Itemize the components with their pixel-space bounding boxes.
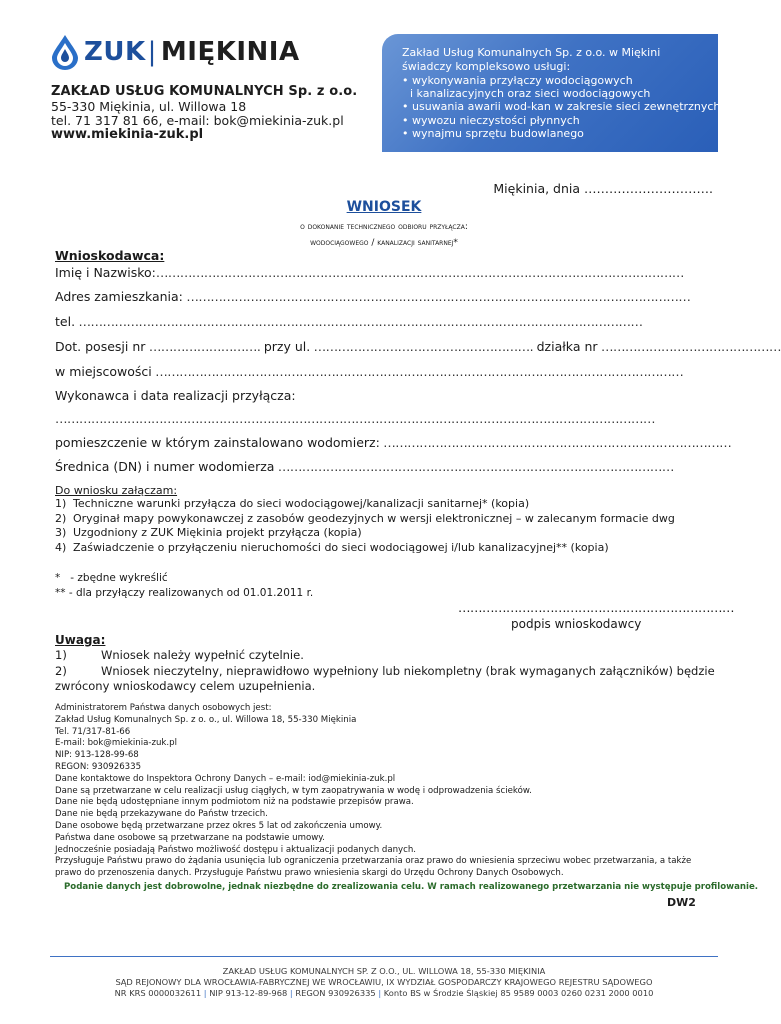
note-text: Wniosek nieczytelny, nieprawidłowo wypełniony lub niekompletny (brak wymaganych załączników) będzie zwrócony wnioskodawcy celem uzupełnienia.	[55, 663, 715, 693]
notes-heading: Uwaga:	[55, 633, 106, 647]
signature-field[interactable]: ……………………………………………………………	[458, 600, 734, 615]
footer-separator: |	[378, 988, 382, 998]
footer-nip: NIP 913-12-89-968	[209, 988, 288, 998]
notes-list	[55, 648, 715, 695]
gdpr-line: Dane nie będą przekazywane do Państw trzecich.	[55, 809, 268, 820]
gdpr-line: Dane osobowe będą przetwarzane przez okres 5 lat od zakończenia umowy.	[55, 820, 383, 831]
services-title-line2: świadczy kompleksowo usługi:	[402, 59, 571, 73]
services-list-item: i kanalizacyjnych oraz sieci wodociągowych	[410, 87, 651, 101]
plot-field-row[interactable]	[55, 339, 781, 355]
street-label: przy ul.	[263, 339, 311, 354]
phone-label: tel.	[55, 314, 76, 329]
contractor-label-row	[55, 388, 635, 404]
attachments-heading: Do wniosku załączam:	[55, 484, 178, 497]
footer-line2: SĄD REJONOWY DLA WROCŁAWIA-FABRYCZNEJ WE WROCŁAWIU, IX WYDZIAŁ GOSPODARCZY KRAJOWEGO REJESTRU SĄDOWEGO	[115, 977, 653, 987]
attachment-number: 2)	[55, 511, 67, 525]
footer-krs: NR KRS 0000032611	[114, 988, 202, 998]
gdpr-final-statement: Podanie danych jest dobrowolne, jednak niezbędne do zrealizowania celu. W ramach realizowanego przetwarzania nie występuje profilowanie.	[64, 882, 759, 892]
form-subtitle-line2: wodociągowego / kanalizacji sanitarnej*	[310, 238, 458, 248]
attachment-item	[55, 526, 675, 541]
fill-in-dots: ………………………………………………………………………………………	[274, 459, 674, 474]
services-list-item: • wywozu nieczystości płynnych	[402, 113, 580, 127]
footer-line1: ZAKŁAD USŁUG KOMUNALNYCH SP. Z O.O., UL. WILLOWA 18, 55-330 MIĘKINIA	[222, 966, 546, 976]
meter-dn-label: Średnica (DN) i numer wodomierza	[55, 459, 275, 474]
name-label: Imię i Nazwisko:	[55, 265, 156, 280]
gdpr-line: Dane są przetwarzane w celu realizacji usług ciągłych, w tym zaopatrywania w wodę i odprowadzenia ścieków.	[55, 785, 532, 796]
footer-divider	[50, 956, 718, 957]
footer-bank-account: Konto BS w Środzie Śląskiej 85 9589 0003 0260 0231 2000 0010	[383, 988, 654, 998]
note-item	[55, 648, 715, 664]
plot-number-label: Dot. posesji nr	[55, 339, 146, 354]
company-website: www.miekinia-zuk.pl	[51, 127, 204, 142]
attachment-number: 4)	[55, 540, 67, 554]
footer-line3	[0, 988, 768, 999]
services-list-item: • wykonywania przyłączy wodociągowych	[402, 74, 633, 87]
logo-part-zuk: ZUK	[84, 37, 146, 67]
attachment-item	[55, 497, 675, 512]
company-logo	[84, 36, 300, 68]
note-item	[55, 664, 715, 695]
services-title-line1: Zakład Usług Komunalnych Sp. z o.o. w Miękini	[402, 46, 661, 59]
meter-room-label: pomieszczenie w którym zainstalowano wodomierz:	[55, 435, 380, 450]
footnote-double-asterisk: ** - dla przyłączy realizowanych od 01.01.2011 r.	[55, 587, 314, 599]
logo-part-miekinia: MIĘKINIA	[160, 37, 300, 67]
place-date-field[interactable]: Miękinia, dnia ………………………….	[493, 181, 713, 196]
fill-in-dots: ……………………………………………………………………………………………………………………	[151, 364, 684, 379]
services-list-item: • usuwania awarii wod-kan w zakresie sieci zewnętrznych	[402, 100, 721, 114]
logo-separator: |	[147, 37, 157, 67]
contractor-label: Wykonawca i data realizacji przyłącza:	[55, 388, 296, 403]
gdpr-line: E-mail: bok@miekinia-zuk.pl	[55, 738, 177, 749]
attachment-number: 1)	[55, 497, 67, 510]
fill-in-dots: ………………………………………	[597, 339, 781, 354]
meter-dn-field[interactable]	[55, 459, 674, 475]
attachment-item	[55, 512, 675, 527]
locality-label: w miejscowości	[55, 364, 152, 379]
fill-in-dots: ……………………………………………….	[310, 339, 537, 354]
gdpr-line: Zakład Usług Komunalnych Sp. z o. o., ul. Willowa 18, 55-330 Miękinia	[55, 714, 357, 725]
note-number: 2)	[55, 663, 67, 678]
gdpr-line: Dane nie będą udostępniane innym podmiotom niż na podstawie przepisów prawa.	[55, 797, 414, 808]
address-label: Adres zamieszkania:	[55, 289, 183, 304]
services-panel-title	[402, 46, 712, 73]
phone-field[interactable]	[55, 314, 643, 330]
services-panel	[382, 34, 721, 152]
attachment-number: 3)	[55, 526, 67, 539]
attachment-text: Zaświadczenie o przyłączeniu nieruchomości do sieci wodociągowej i/lub kanalizacyjnej** (kopia)	[73, 540, 609, 554]
gdpr-line: Administratorem Państwa danych osobowych jest:	[55, 703, 272, 713]
fill-in-dots: ……………………………………………………………………………………………………………………………	[75, 314, 643, 329]
fill-in-dots: ……………………………………………………………………………………………………………………………………	[55, 411, 655, 426]
gdpr-line: Jednocześnie posiadają Państwo możliwość dostępu i aktualizacji podanych danych.	[55, 844, 417, 855]
address-field[interactable]	[55, 289, 691, 305]
fill-in-dots: ……………………………………………………………………………………………………………………	[155, 265, 684, 280]
gdpr-clause	[55, 703, 715, 880]
footnote-single-asterisk: * - zbędne wykreślić	[55, 572, 168, 584]
attachment-item	[55, 541, 675, 556]
form-subtitle	[0, 219, 768, 251]
attachment-text: Oryginał mapy powykonawczej z zasobów geodezyjnych w wersji elektronicznej – w zalecanym formacie dwg	[73, 511, 675, 525]
note-number: 1)	[55, 648, 67, 662]
name-field[interactable]	[55, 265, 684, 281]
document-code: DW2	[667, 896, 696, 909]
gdpr-line: Tel. 71/317-81-66	[55, 726, 131, 737]
gdpr-line: Państwa dane osobowe są przetwarzane na podstawie umowy.	[55, 832, 325, 843]
applicant-heading: Wnioskodawca:	[55, 248, 165, 263]
form-title: WNIOSEK	[346, 199, 422, 215]
meter-room-field[interactable]	[55, 435, 732, 451]
signature-label: podpis wnioskodawcy	[511, 617, 642, 631]
fill-in-dots: ………………………………………………………………………………………………………………	[182, 289, 691, 304]
company-name: ZAKŁAD USŁUG KOMUNALNYCH Sp. z o.o.	[51, 84, 358, 99]
fill-in-dots: ……………………….	[145, 339, 264, 354]
water-drop-logo-icon	[50, 34, 80, 70]
footer-separator: |	[289, 988, 293, 998]
attachments-list	[55, 497, 675, 555]
gdpr-line: NIP: 913-128-99-68	[55, 750, 139, 761]
gdpr-line: REGON: 930926335	[55, 761, 142, 772]
services-list-item: • wynajmu sprzętu budowlanego	[402, 126, 584, 140]
footnotes	[55, 571, 313, 601]
gdpr-line: Dane kontaktowe do Inspektora Ochrony Danych – e-mail: iod@miekinia-zuk.pl	[55, 773, 396, 784]
footer-separator: |	[203, 988, 207, 998]
footer-regon: REGON 930926335	[295, 988, 376, 998]
attachment-text: Techniczne warunki przyłącza do sieci wodociągowej/kanalizacji sanitarnej* (kopia)	[73, 497, 530, 510]
company-contact: tel. 71 317 81 66, e-mail: bok@miekinia-zuk.pl	[51, 113, 344, 128]
company-address: 55-330 Miękinia, ul. Willowa 18	[51, 99, 247, 114]
form-subtitle-line1: o dokonanie technicznego odbioru przyłącza:	[300, 222, 468, 232]
note-text: Wniosek należy wypełnić czytelnie.	[101, 648, 304, 662]
services-list	[402, 74, 720, 140]
contractor-field[interactable]	[55, 411, 655, 427]
footer	[0, 966, 768, 999]
attachment-text: Uzgodniony z ZUK Miękinia projekt przyłącza (kopia)	[73, 526, 362, 539]
parcel-label: działka nr	[536, 339, 598, 354]
gdpr-line: Przysługuje Państwu prawo do żądania usunięcia lub ograniczenia przetwarzania oraz prawo do wniesienia sprzeciwu wobec przetwarzania, a także prawo do przenoszenia danych. Przysługuje Państwu prawo wniesienia skargi do Urzędu Ochrony Danych Osobowych.	[55, 856, 692, 879]
fill-in-dots: ……………………………………………………………………………	[379, 435, 732, 450]
locality-field[interactable]	[55, 364, 684, 380]
